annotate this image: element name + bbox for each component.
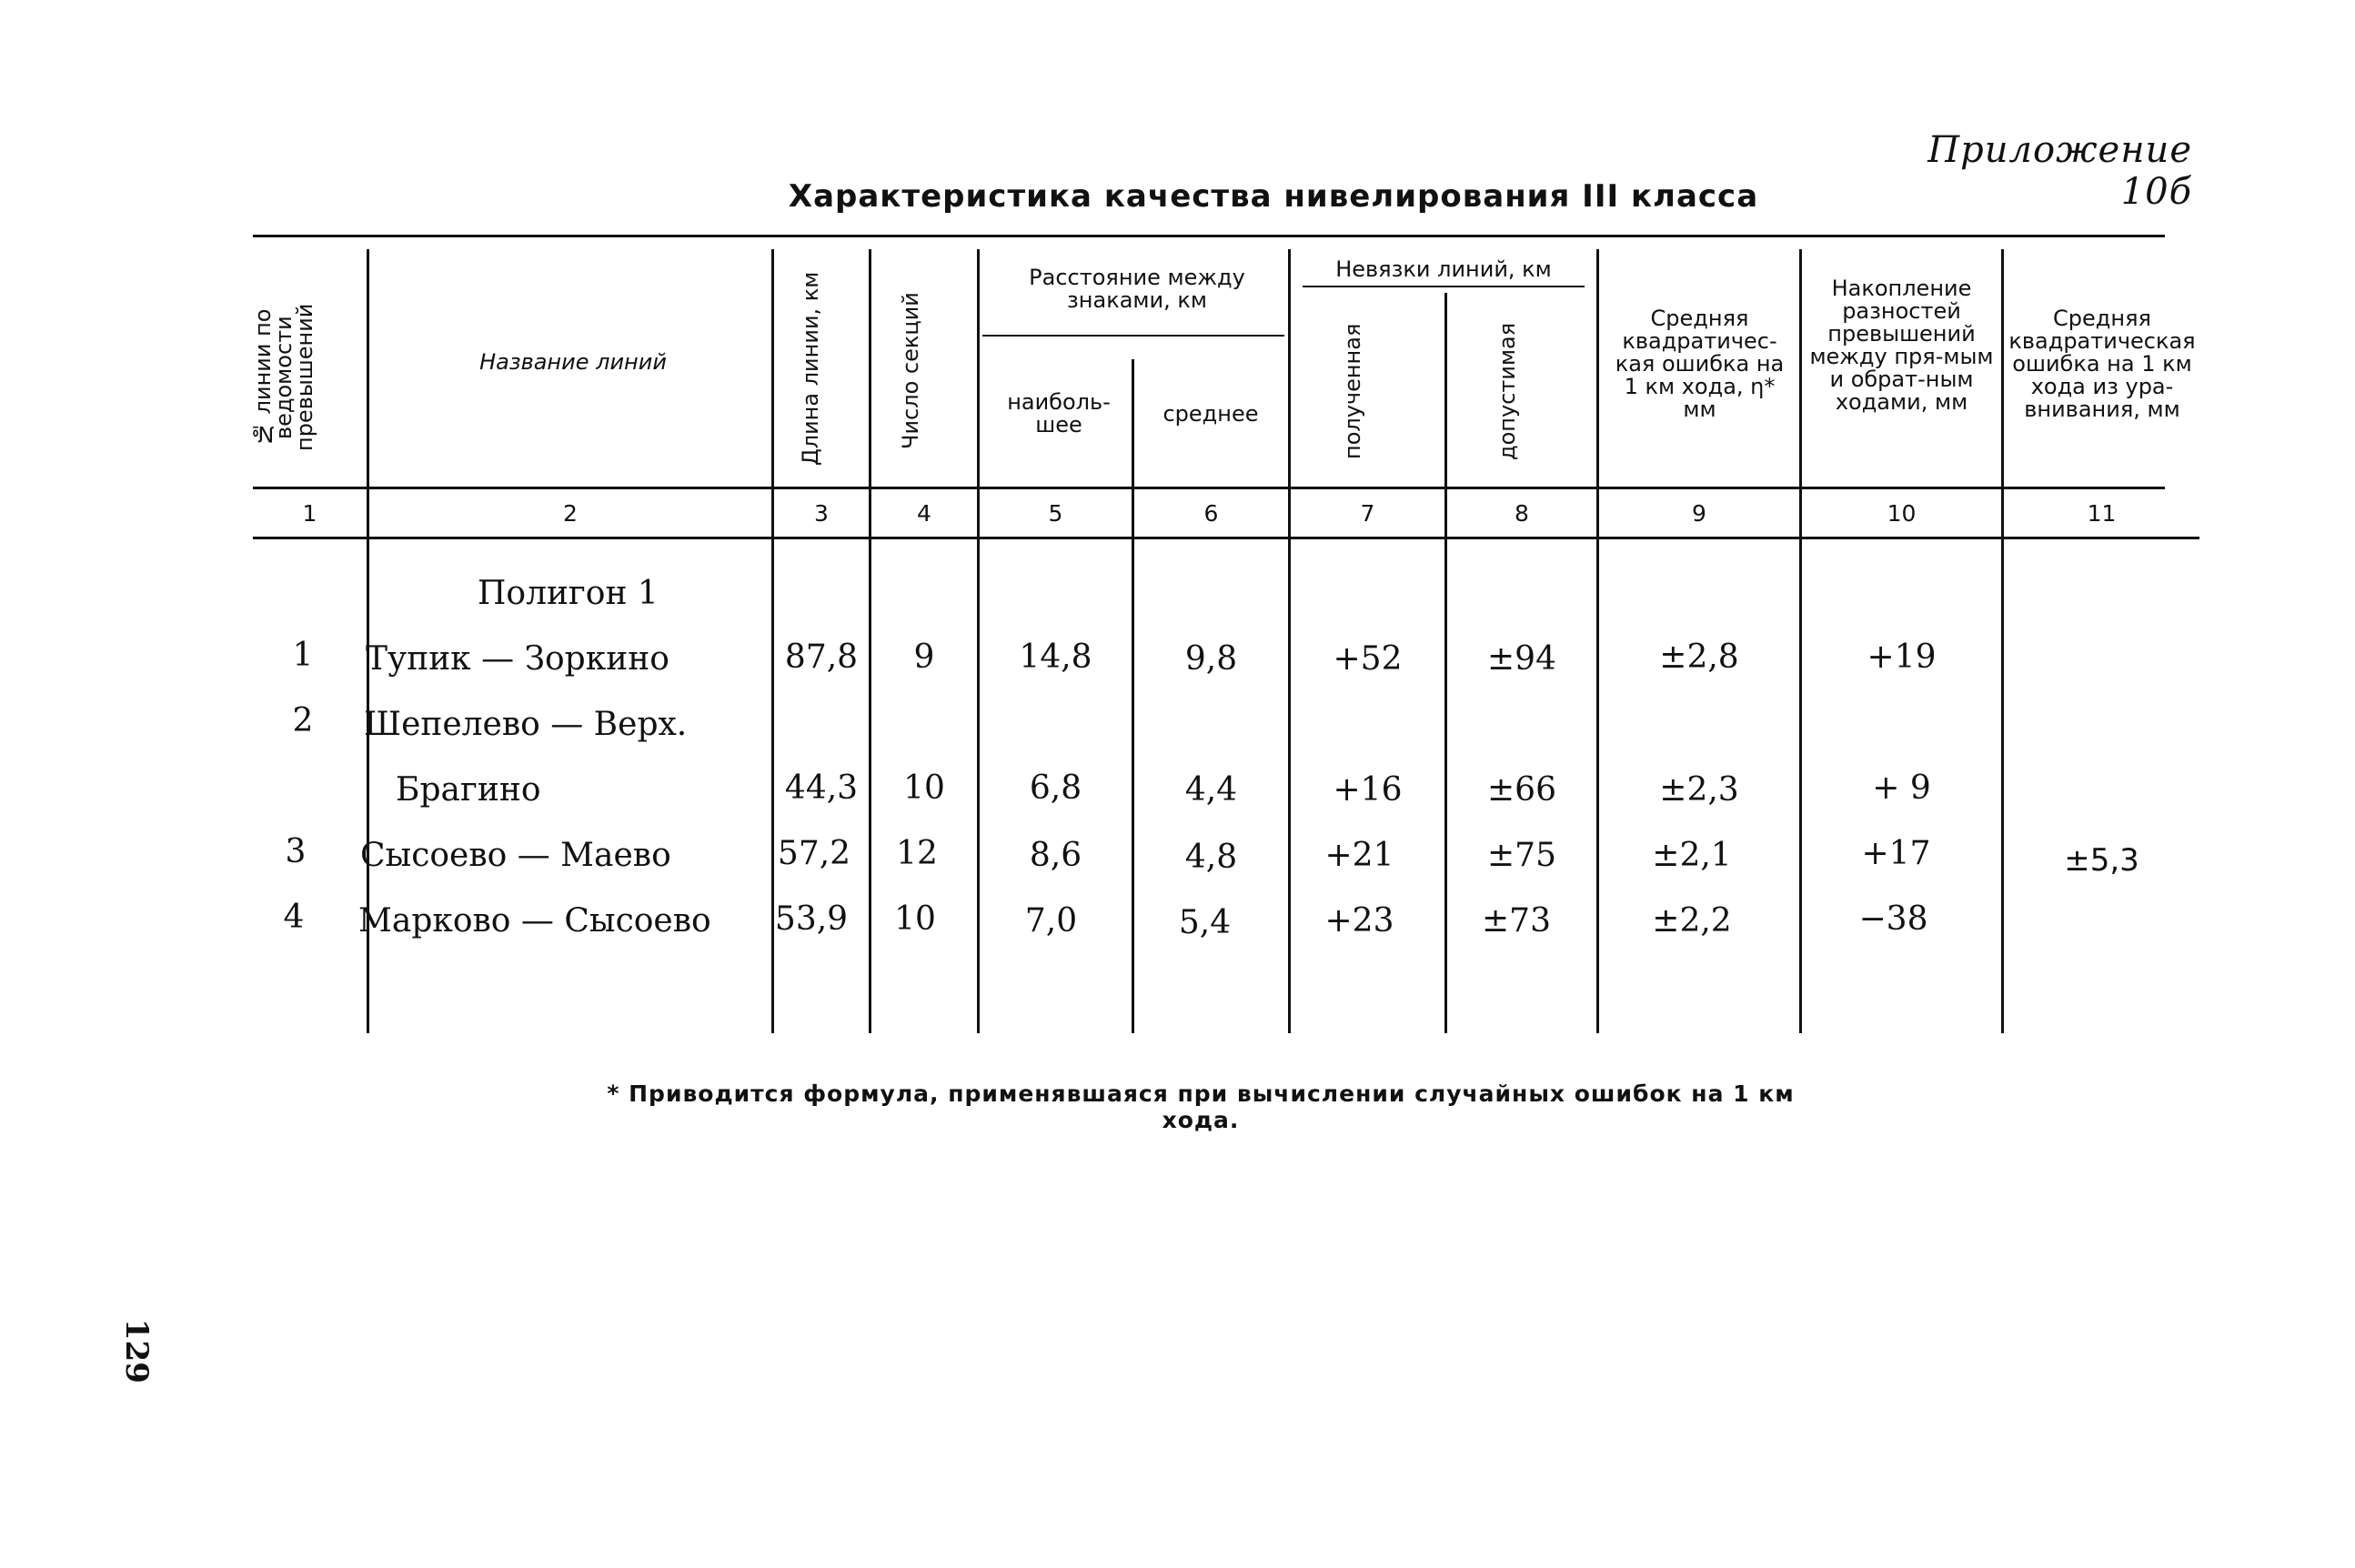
line-name: Шепелево — Верх.: [364, 706, 688, 743]
sections: 10: [903, 769, 945, 807]
header-accumulation: Накопление разностей превышений между пря-мым и обрат-ным ходами, мм: [1809, 276, 1994, 415]
distance-group-rule: [982, 335, 1284, 337]
distance-max: 7,0: [1024, 902, 1078, 940]
misclosure-obtained: +52: [1333, 640, 1403, 678]
footnote: * Приводится формула, применявшаяся при вычислении случайных ошибок на 1 км хода.: [607, 1081, 1795, 1133]
header-line-length: Длина линии, км: [798, 271, 823, 466]
polygon-label: Полигон 1: [478, 575, 659, 612]
misclosure-obtained: +21: [1324, 837, 1394, 874]
accumulation: +17: [1861, 835, 1931, 872]
line-name: Сысоево — Маево: [360, 837, 671, 874]
distance-avg: 9,8: [1184, 640, 1238, 678]
header-distance-max: наиболь-шее: [1007, 389, 1111, 437]
header-bottom-rule: [253, 487, 2165, 489]
header-mean-error: Средняя квадратичес-кая ошибка на 1 км хода, η* мм: [1615, 306, 1785, 422]
line-number: 4: [283, 899, 305, 936]
column-number: 8: [1515, 500, 1529, 527]
mean-error: ±2,8: [1659, 638, 1739, 676]
column-number: 6: [1203, 500, 1219, 527]
distance-avg: 4,8: [1184, 839, 1238, 876]
line-name-continued: Брагино: [396, 771, 541, 809]
distance-max: 8,6: [1029, 837, 1082, 874]
adjusted-error: ±5,3: [2064, 842, 2139, 879]
line-length: 53,9: [774, 900, 849, 938]
column-number: 7: [1360, 500, 1375, 527]
misclosure-group-rule: [1303, 286, 1585, 287]
header-line-number: № линии по ведомости превышений: [250, 303, 317, 452]
sections: 10: [894, 900, 936, 938]
table-top-rule: [253, 235, 2165, 237]
accumulation: + 9: [1872, 769, 1931, 807]
column-number: 11: [2087, 500, 2117, 527]
misclosure-allowed: ±75: [1487, 837, 1556, 874]
mean-error: ±2,1: [1652, 837, 1732, 874]
mean-error: ±2,3: [1659, 771, 1739, 809]
distance-max: 6,8: [1029, 769, 1082, 807]
sections: 12: [896, 835, 938, 872]
mean-error: ±2,2: [1652, 902, 1732, 940]
line-number: 1: [292, 637, 314, 674]
misclosure-allowed: ±73: [1482, 902, 1551, 940]
accumulation: +19: [1867, 638, 1937, 676]
numbers-bottom-rule: [253, 537, 2199, 539]
col-divider: [2001, 249, 2004, 1033]
column-number: 10: [1887, 500, 1917, 527]
line-length: 44,3: [784, 769, 859, 807]
header-line-name: Название линий: [479, 349, 667, 375]
column-number: 2: [563, 500, 578, 527]
sections: 9: [913, 638, 935, 676]
misclosure-obtained: +23: [1324, 902, 1394, 940]
table-title: Характеристика качества нивелирования III класса: [788, 178, 1759, 215]
appendix-label: Приложение 10б: [1927, 129, 2192, 213]
line-length: 57,2: [777, 835, 851, 872]
line-number: 2: [292, 702, 314, 739]
line-length: 87,8: [784, 638, 859, 676]
header-distance-group: Расстояние между знаками, км: [1029, 265, 1245, 313]
distance-avg: 5,4: [1178, 904, 1232, 941]
column-number: 4: [917, 500, 931, 527]
misclosure-allowed: ±66: [1487, 771, 1556, 809]
column-number: 1: [302, 500, 317, 527]
distance-max: 14,8: [1019, 638, 1092, 676]
header-distance-avg: среднее: [1162, 401, 1259, 427]
accumulation: −38: [1858, 900, 1928, 938]
header-misclosure-allowed: допустимая: [1495, 322, 1520, 460]
line-name: Тупик — Зоркино: [366, 640, 669, 678]
page-number: 129: [118, 1319, 155, 1383]
distance-avg: 4,4: [1184, 771, 1238, 809]
line-name: Марково — Сысоево: [358, 902, 711, 940]
line-number: 3: [285, 833, 307, 870]
column-number: 3: [814, 500, 829, 527]
column-number: 9: [1692, 500, 1706, 527]
header-misclosure-group: Невязки линий, км: [1335, 256, 1552, 282]
misclosure-obtained: +16: [1333, 771, 1403, 809]
header-adjusted-error: Средняя квадратическая ошибка на 1 км хода из ура-внивания, мм: [2008, 306, 2196, 422]
header-sections: Число секций: [898, 292, 923, 449]
misclosure-allowed: ±94: [1487, 640, 1556, 678]
header-misclosure-obtained: полученная: [1340, 323, 1365, 459]
column-number: 5: [1048, 500, 1063, 527]
